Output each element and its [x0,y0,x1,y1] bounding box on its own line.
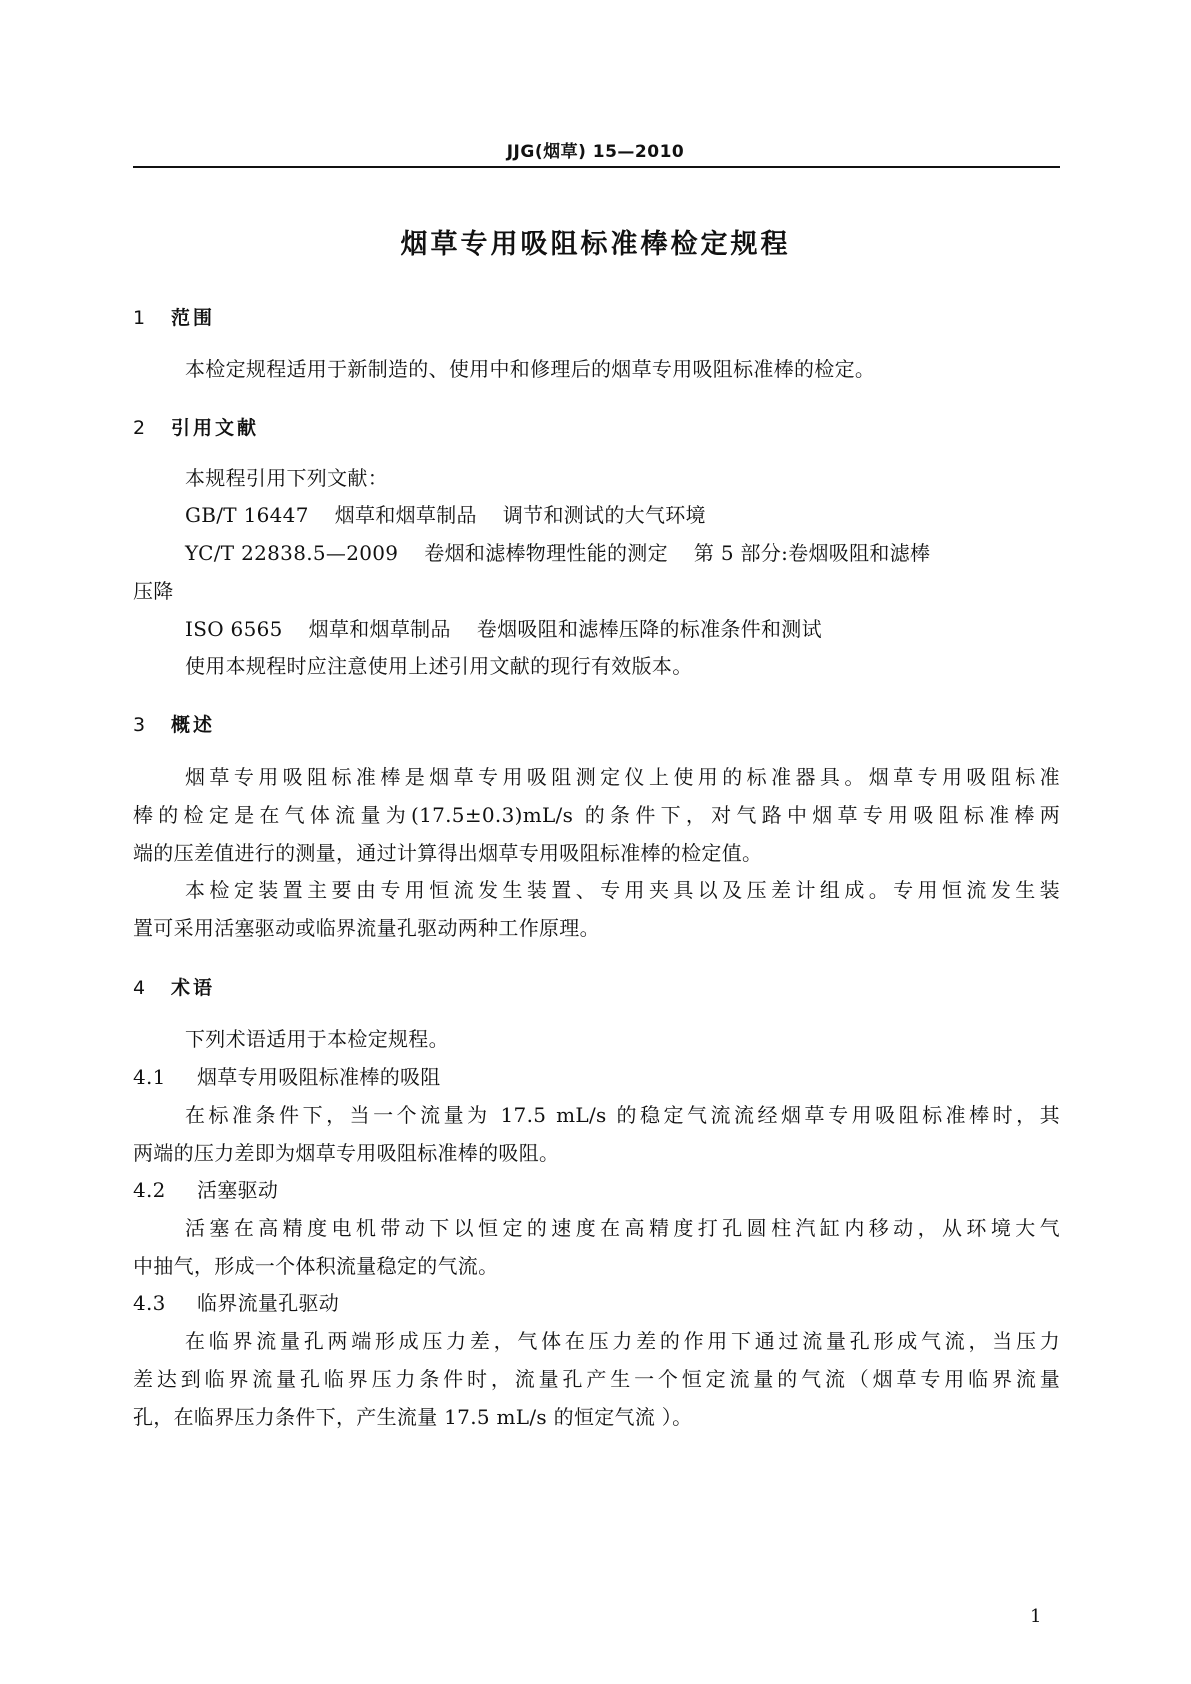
paragraph-line: 下列术语适用于本检定规程。 [185,1027,449,1051]
paragraph-line: 在标准条件下，当一个流量为 17.5 mL/s 的稳定气流流经烟草专用吸阻标准棒时，其 [185,1103,1060,1127]
reference-name: 烟草和烟草制品 [334,503,477,527]
reference-desc: 卷烟吸阻和滤棒压降的标准条件和测试 [476,617,822,641]
paragraph-line: 棒的检定是在气体流量为(17.5±0.3)mL/s 的条件下，对气路中烟草专用吸阻标准棒两 [133,803,1060,827]
section-title: 术语 [171,977,216,999]
section-heading-4 [133,973,215,1000]
section-number: 4 [133,977,146,999]
reference-item [185,541,1060,565]
page-number: 1 [1030,1606,1042,1627]
section-heading-1 [133,303,215,330]
reference-code: YC/T 22838.5—2009 [185,541,399,565]
paragraph-line: 两端的压力差即为烟草专用吸阻标准棒的吸阻。 [133,1141,560,1165]
term-title: 烟草专用吸阻标准棒的吸阻 [197,1065,441,1089]
reference-desc: 调节和测试的大气环境 [502,503,706,527]
reference-code: GB/T 16447 [185,503,309,527]
reference-desc: 第 5 部分:卷烟吸阻和滤棒 [693,541,931,565]
reference-name: 卷烟和滤棒物理性能的测定 [424,541,668,565]
section-title: 概述 [171,714,216,736]
term-number: 4.3 [133,1291,166,1315]
reference-item [185,617,1060,641]
reference-code: ISO 6565 [185,617,283,641]
paragraph-line: 使用本规程时应注意使用上述引用文献的现行有效版本。 [185,654,693,678]
section-number: 3 [133,714,146,736]
section-number: 2 [133,417,146,439]
paragraph-line: 孔，在临界压力条件下，产生流量 17.5 mL/s 的恒定气流 ）。 [133,1405,693,1429]
paragraph-line: 本检定规程适用于新制造的、使用中和修理后的烟草专用吸阻标准棒的检定。 [185,357,876,381]
paragraph-line: 中抽气，形成一个体积流量稳定的气流。 [133,1254,499,1278]
reference-name: 烟草和烟草制品 [308,617,451,641]
header-divider [133,166,1060,168]
paragraph-line: 差达到临界流量孔临界压力条件时，流量孔产生一个恒定流量的气流（烟草专用临界流量 [133,1367,1060,1391]
paragraph-line: 烟草专用吸阻标准棒是烟草专用吸阻测定仪上使用的标准器具。烟草专用吸阻标准 [185,765,1060,789]
section-number: 1 [133,307,146,329]
section-title: 引用文献 [171,417,260,439]
term-title: 活塞驱动 [197,1178,279,1202]
term-title: 临界流量孔驱动 [197,1291,340,1315]
paragraph-line: 活塞在高精度电机带动下以恒定的速度在高精度打孔圆柱汽缸内移动，从环境大气 [185,1216,1060,1240]
term-heading [133,1291,1060,1315]
paragraph-line: 本规程引用下列文献： [185,466,388,490]
term-heading [133,1065,1060,1089]
paragraph-line: 本检定装置主要由专用恒流发生装置、专用夹具以及压差计组成。专用恒流发生装 [185,878,1060,902]
paragraph-line: 端的压差值进行的测量，通过计算得出烟草专用吸阻标准棒的检定值。 [133,841,763,865]
term-number: 4.2 [133,1178,166,1202]
paragraph-line: 在临界流量孔两端形成压力差，气体在压力差的作用下通过流量孔形成气流，当压力 [185,1329,1060,1353]
standard-code-header: JJG(烟草) 15—2010 [506,142,685,162]
reference-item [185,503,1060,527]
section-title: 范围 [171,307,216,329]
paragraph-line: 置可采用活塞驱动或临界流量孔驱动两种工作原理。 [133,916,600,940]
section-heading-2 [133,413,259,440]
document-title: 烟草专用吸阻标准棒检定规程 [400,229,791,260]
term-heading [133,1178,1060,1202]
section-heading-3 [133,710,215,737]
term-number: 4.1 [133,1065,166,1089]
reference-wrap: 压降 [133,579,174,603]
